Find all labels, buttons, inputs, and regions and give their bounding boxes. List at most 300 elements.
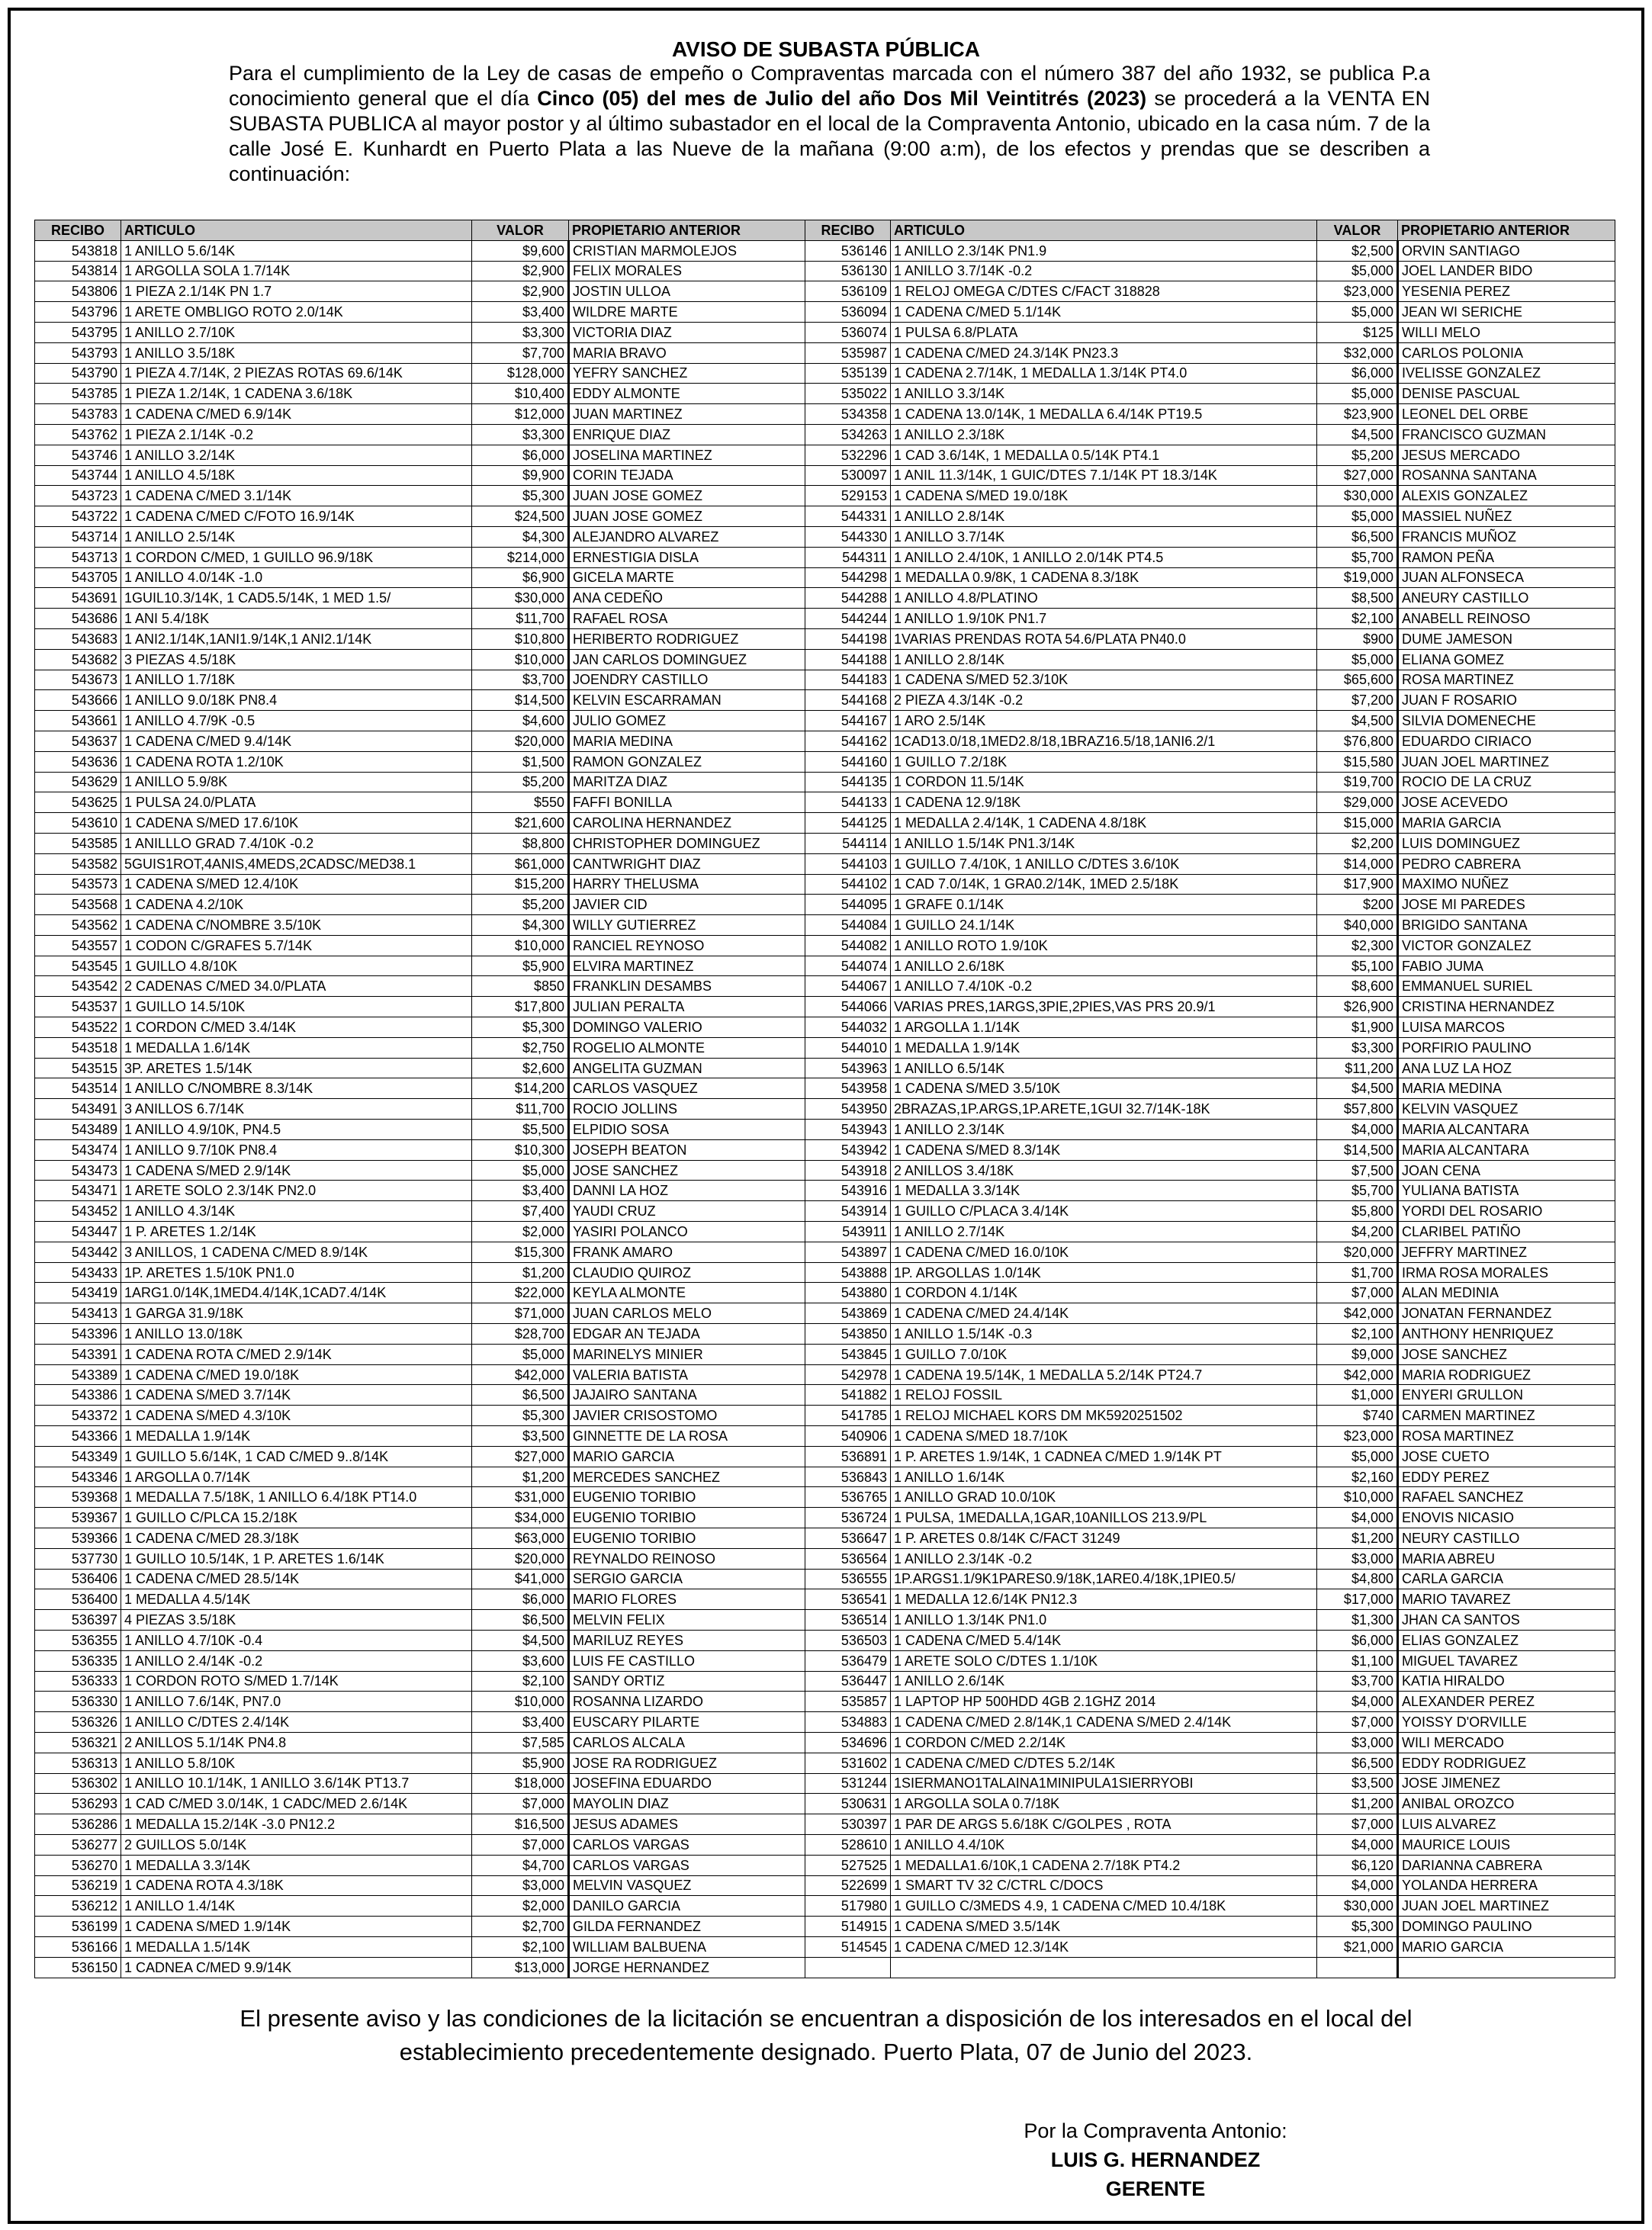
articulo-cell: 1 CADENA S/MED 3.7/14K (121, 1385, 472, 1406)
propietario-cell: JOENDRY CASTILLO (569, 670, 805, 690)
valor-cell: $10,000 (472, 935, 569, 956)
valor-cell: $200 (1317, 895, 1398, 915)
articulo-cell: 1 ANILLO 2.6/18K (891, 956, 1317, 976)
recibo-cell: 543691 (35, 588, 121, 609)
table-row (35, 670, 1615, 690)
recibo-cell (805, 1957, 891, 1978)
articulo-cell: 1 MEDALLA1.6/10K,1 CADENA 2.7/18K PT4.2 (891, 1855, 1317, 1875)
recibo-cell: 543419 (35, 1283, 121, 1303)
articulo-cell: 1 PIEZA 4.7/14K, 2 PIEZAS ROTAS 69.6/14K (121, 363, 472, 384)
propietario-cell: ANABELL REINOSO (1398, 609, 1615, 629)
valor-cell: $19,700 (1317, 772, 1398, 792)
table-row (35, 1160, 1615, 1181)
recibo-cell: 543914 (805, 1201, 891, 1222)
recibo-cell: 543625 (35, 792, 121, 813)
valor-cell: $34,000 (472, 1508, 569, 1528)
propietario-cell: EDUARDO CIRIACO (1398, 731, 1615, 751)
propietario-cell: JESUS ADAMES (569, 1814, 805, 1835)
valor-cell: $5,300 (472, 486, 569, 506)
valor-cell: $32,000 (1317, 342, 1398, 363)
valor-cell: $42,000 (1317, 1303, 1398, 1324)
propietario-cell: FELIX MORALES (569, 261, 805, 281)
propietario-cell: ANA LUZ LA HOZ (1398, 1058, 1615, 1078)
recibo-cell: 543746 (35, 445, 121, 465)
articulo-cell: 1 ANILLO C/DTES 2.4/14K (121, 1712, 472, 1733)
articulo-cell: 1 CORDON 4.1/14K (891, 1283, 1317, 1303)
recibo-cell: 529153 (805, 486, 891, 506)
propietario-cell: ROCIO JOLLINS (569, 1099, 805, 1120)
propietario-cell: CARLOS ALCALA (569, 1732, 805, 1753)
articulo-cell: 1 CADENA 13.0/14K, 1 MEDALLA 6.4/14K PT19.5 (891, 404, 1317, 425)
header-propietario: PROPIETARIO ANTERIOR (1398, 220, 1615, 241)
recibo-cell: 534696 (805, 1732, 891, 1753)
articulo-cell: 1 CADENA ROTA 4.3/18K (121, 1875, 472, 1896)
valor-cell: $42,000 (1317, 1364, 1398, 1385)
valor-cell: $2,300 (1317, 935, 1398, 956)
propietario-cell: MELVIN FELIX (569, 1610, 805, 1631)
articulo-cell: 1 CADENA S/MED 12.4/10K (121, 874, 472, 895)
table-row (35, 1528, 1615, 1549)
articulo-cell: 1 GUILLO C/PLACA 3.4/14K (891, 1201, 1317, 1222)
valor-cell: $11,700 (472, 609, 569, 629)
recibo-cell: 543888 (805, 1262, 891, 1283)
recibo-cell: 543386 (35, 1385, 121, 1406)
valor-cell: $6,900 (472, 567, 569, 588)
articulo-cell: 1 ANILLO 1.7/18K (121, 670, 472, 690)
recibo-cell: 543714 (35, 526, 121, 547)
propietario-cell: CLAUDIO QUIROZ (569, 1262, 805, 1283)
propietario-cell: JAVIER CRISOSTOMO (569, 1406, 805, 1426)
valor-cell: $2,200 (1317, 833, 1398, 853)
recibo-cell: 535022 (805, 384, 891, 404)
propietario-cell: MARIA ABREU (1398, 1548, 1615, 1569)
articulo-cell: 1 LAPTOP HP 500HDD 4GB 2.1GHZ 2014 (891, 1692, 1317, 1712)
table-row (35, 1875, 1615, 1896)
propietario-cell: EDDY ALMONTE (569, 384, 805, 404)
articulo-cell: 1 ANILLO 4.3/14K (121, 1201, 472, 1222)
articulo-cell: 1 SMART TV 32 C/CTRL C/DOCS (891, 1875, 1317, 1896)
propietario-cell: WILLY GUTIERREZ (569, 915, 805, 936)
propietario-cell: MARIA GARCIA (1398, 813, 1615, 834)
articulo-cell: 1 ANILLO 9.7/10K PN8.4 (121, 1139, 472, 1160)
propietario-cell: WILI MERCADO (1398, 1732, 1615, 1753)
valor-cell: $10,000 (1317, 1487, 1398, 1508)
propietario-cell: MARIA ALCANTARA (1398, 1120, 1615, 1140)
recibo-cell: 536503 (805, 1630, 891, 1650)
table-row (35, 1364, 1615, 1385)
valor-cell: $128,000 (472, 363, 569, 384)
propietario-cell: MARIA ALCANTARA (1398, 1139, 1615, 1160)
recibo-cell: 544188 (805, 649, 891, 670)
recibo-cell: 544298 (805, 567, 891, 588)
header-valor: VALOR (472, 220, 569, 241)
valor-cell: $5,000 (1317, 384, 1398, 404)
propietario-cell: JOSE JIMENEZ (1398, 1773, 1615, 1794)
propietario-cell: KEYLA ALMONTE (569, 1283, 805, 1303)
valor-cell: $2,600 (472, 1058, 569, 1078)
recibo-cell: 543682 (35, 649, 121, 670)
valor-cell: $6,000 (1317, 1630, 1398, 1650)
valor-cell: $6,500 (1317, 1753, 1398, 1773)
recibo-cell: 542978 (805, 1364, 891, 1385)
valor-cell: $4,000 (1317, 1120, 1398, 1140)
recibo-cell: 544032 (805, 1017, 891, 1038)
articulo-cell: 1 ANILLO C/NOMBRE 8.3/14K (121, 1078, 472, 1099)
recibo-cell: 536541 (805, 1589, 891, 1610)
propietario-cell: HARRY THELUSMA (569, 874, 805, 895)
articulo-cell: 1 ANILLO 2.8/14K (891, 649, 1317, 670)
valor-cell: $2,000 (472, 1896, 569, 1917)
recibo-cell: 543545 (35, 956, 121, 976)
valor-cell: $3,300 (472, 424, 569, 445)
articulo-cell: 1 ANILLO 4.8/PLATINO (891, 588, 1317, 609)
recibo-cell: 543943 (805, 1120, 891, 1140)
recibo-cell: 543958 (805, 1078, 891, 1099)
articulo-cell: 1SIERMANO1TALAINA1MINIPULA1SIERRYOBI (891, 1773, 1317, 1794)
recibo-cell: 544010 (805, 1037, 891, 1058)
valor-cell: $7,500 (1317, 1160, 1398, 1181)
valor-cell: $10,000 (472, 649, 569, 670)
valor-cell: $7,585 (472, 1732, 569, 1753)
table-row (35, 1630, 1615, 1650)
table-row (35, 1446, 1615, 1467)
table-row (35, 1487, 1615, 1508)
propietario-cell: ALEXIS GONZALEZ (1398, 486, 1615, 506)
propietario-cell: GILDA FERNANDEZ (569, 1917, 805, 1937)
table-row (35, 1037, 1615, 1058)
valor-cell: $4,200 (1317, 1222, 1398, 1242)
propietario-cell: SILVIA DOMENECHE (1398, 711, 1615, 731)
propietario-cell: JOAN CENA (1398, 1160, 1615, 1181)
valor-cell: $20,000 (1317, 1242, 1398, 1262)
articulo-cell: 1 ANILLO 3.3/14K (891, 384, 1317, 404)
propietario-cell: LUISA MARCOS (1398, 1017, 1615, 1038)
propietario-cell: CARLOS VARGAS (569, 1834, 805, 1855)
valor-cell: $15,300 (472, 1242, 569, 1262)
propietario-cell: CARMEN MARTINEZ (1398, 1406, 1615, 1426)
articulo-cell: 1 P. ARETES 1.9/14K, 1 CADNEA C/MED 1.9/14K PT (891, 1446, 1317, 1467)
articulo-cell: 1 ANILLO 1.5/14K PN1.3/14K (891, 833, 1317, 853)
recibo-cell: 544183 (805, 670, 891, 690)
propietario-cell: JHAN CA SANTOS (1398, 1610, 1615, 1631)
valor-cell: $26,900 (1317, 997, 1398, 1017)
propietario-cell: JUAN JOSE GOMEZ (569, 486, 805, 506)
valor-cell: $9,600 (472, 240, 569, 261)
table-row (35, 567, 1615, 588)
recibo-cell: 536313 (35, 1753, 121, 1773)
recibo-cell: 543568 (35, 895, 121, 915)
recibo-cell: 544084 (805, 915, 891, 936)
propietario-cell: ELVIRA MARTINEZ (569, 956, 805, 976)
propietario-cell: YULIANA BATISTA (1398, 1181, 1615, 1201)
articulo-cell: 1 MEDALLA 3.3/14K (891, 1181, 1317, 1201)
articulo-cell: 1 GUILLO 7.4/10K, 1 ANILLO C/DTES 3.6/10K (891, 853, 1317, 874)
valor-cell: $21,000 (1317, 1936, 1398, 1957)
valor-cell: $2,900 (472, 281, 569, 302)
valor-cell: $18,000 (472, 1773, 569, 1794)
table-row (35, 997, 1615, 1017)
intro-text-2: se procederá a la VENTA EN SUBASTA PUBLICA al mayor postor y al último subastador en el local de la Compraventa Antonio, ubicado en la casa núm. 7 de la calle José E. Kunhardt en Puerto Plata a las Nueve de la mañana (9:00 a:m), de los efectos y prendas que se describen a continuación: (229, 87, 1430, 185)
valor-cell: $2,160 (1317, 1467, 1398, 1487)
recibo-cell: 536447 (805, 1671, 891, 1692)
table-row (35, 1201, 1615, 1222)
recibo-cell: 528610 (805, 1834, 891, 1855)
recibo-cell: 544198 (805, 628, 891, 649)
propietario-cell: ANTHONY HENRIQUEZ (1398, 1324, 1615, 1345)
recibo-cell: 543637 (35, 731, 121, 751)
recibo-cell: 543413 (35, 1303, 121, 1324)
propietario-cell: JOSE RA RODRIGUEZ (569, 1753, 805, 1773)
recibo-cell: 543785 (35, 384, 121, 404)
propietario-cell: KATIA HIRALDO (1398, 1671, 1615, 1692)
recibo-cell: 543806 (35, 281, 121, 302)
valor-cell: $71,000 (472, 1303, 569, 1324)
table-row (35, 915, 1615, 936)
articulo-cell: 1 GUILLO 7.0/10K (891, 1344, 1317, 1364)
recibo-cell: 544067 (805, 976, 891, 997)
articulo-cell: 5GUIS1ROT,4ANIS,4MEDS,2CADSC/MED38.1 (121, 853, 472, 874)
propietario-cell: ROSA MARTINEZ (1398, 670, 1615, 690)
valor-cell: $4,500 (1317, 1078, 1398, 1099)
articulo-cell: 1 CADENA C/MED 16.0/10K (891, 1242, 1317, 1262)
table-row (35, 1834, 1615, 1855)
valor-cell: $13,000 (472, 1957, 569, 1978)
articulo-cell: 1 ANILLO 3.5/18K (121, 342, 472, 363)
articulo-cell: 3 PIEZAS 4.5/18K (121, 649, 472, 670)
recibo-cell: 536843 (805, 1467, 891, 1487)
valor-cell: $30,000 (1317, 486, 1398, 506)
articulo-cell: 1 ANILLO 4.9/10K, PN4.5 (121, 1120, 472, 1140)
recibo-cell: 531244 (805, 1773, 891, 1794)
valor-cell: $41,000 (472, 1569, 569, 1589)
recibo-cell: 543963 (805, 1058, 891, 1078)
table-row (35, 813, 1615, 834)
valor-cell: $5,200 (472, 772, 569, 792)
propietario-cell: ALEXANDER PEREZ (1398, 1692, 1615, 1712)
propietario-cell: CARLOS VASQUEZ (569, 1078, 805, 1099)
articulo-cell: 1 P. ARETES 0.8/14K C/FACT 31249 (891, 1528, 1317, 1549)
table-row (35, 506, 1615, 527)
articulo-cell: 1 PIEZA 2.1/14K PN 1.7 (121, 281, 472, 302)
valor-cell: $4,000 (1317, 1692, 1398, 1712)
recibo-cell: 536146 (805, 240, 891, 261)
valor-cell: $3,300 (1317, 1037, 1398, 1058)
propietario-cell: VICTORIA DIAZ (569, 322, 805, 342)
table-row (35, 322, 1615, 342)
recibo-cell: 543869 (805, 1303, 891, 1324)
valor-cell: $17,800 (472, 997, 569, 1017)
recibo-cell: 536406 (35, 1569, 121, 1589)
articulo-cell: 1 CAD 3.6/14K, 1 MEDALLA 0.5/14K PT4.1 (891, 445, 1317, 465)
valor-cell: $7,000 (472, 1794, 569, 1814)
recibo-cell: 536074 (805, 322, 891, 342)
recibo-cell: 543629 (35, 772, 121, 792)
valor-cell: $5,000 (1317, 1446, 1398, 1467)
table-row (35, 302, 1615, 323)
articulo-cell: 1 PULSA 6.8/PLATA (891, 322, 1317, 342)
propietario-cell: EMMANUEL SURIEL (1398, 976, 1615, 997)
articulo-cell: 1 CADENA S/MED 3.5/14K (891, 1917, 1317, 1937)
valor-cell: $2,500 (1317, 240, 1398, 261)
valor-cell: $4,000 (1317, 1508, 1398, 1528)
propietario-cell: RANCIEL REYNOSO (569, 935, 805, 956)
articulo-cell: 1 CADENA C/NOMBRE 3.5/10K (121, 915, 472, 936)
recibo-cell: 543942 (805, 1139, 891, 1160)
valor-cell: $10,400 (472, 384, 569, 404)
propietario-cell: ENOVIS NICASIO (1398, 1508, 1615, 1528)
valor-cell: $5,700 (1317, 1181, 1398, 1201)
valor-cell: $5,000 (1317, 261, 1398, 281)
propietario-cell: WILLI MELO (1398, 322, 1615, 342)
valor-cell: $22,000 (472, 1283, 569, 1303)
articulo-cell: 2 ANILLOS 3.4/18K (891, 1160, 1317, 1181)
recibo-cell: 536355 (35, 1630, 121, 1650)
recibo-cell: 544311 (805, 547, 891, 567)
valor-cell: $42,000 (472, 1364, 569, 1385)
propietario-cell: DENISE PASCUAL (1398, 384, 1615, 404)
articulo-cell: 1 MEDALLA 0.9/8K, 1 CADENA 8.3/18K (891, 567, 1317, 588)
notice-title: AVISO DE SUBASTA PÚBLICA (672, 37, 980, 61)
propietario-cell: CANTWRIGHT DIAZ (569, 853, 805, 874)
propietario-cell: REYNALDO REINOSO (569, 1548, 805, 1569)
valor-cell: $11,200 (1317, 1058, 1398, 1078)
recibo-cell: 543950 (805, 1099, 891, 1120)
propietario-cell: YESENIA PEREZ (1398, 281, 1615, 302)
recibo-cell: 536400 (35, 1589, 121, 1610)
table-row (35, 445, 1615, 465)
valor-cell: $6,000 (1317, 363, 1398, 384)
recibo-cell: 543673 (35, 670, 121, 690)
articulo-cell: 1 CORDON C/MED 3.4/14K (121, 1017, 472, 1038)
valor-cell: $740 (1317, 1406, 1398, 1426)
propietario-cell: YORDI DEL ROSARIO (1398, 1201, 1615, 1222)
articulo-cell: 1 ANILLO 5.9/8K (121, 772, 472, 792)
valor-cell: $2,900 (472, 261, 569, 281)
articulo-cell: 1 GUILLO 7.2/18K (891, 751, 1317, 772)
notice-footer: El presente aviso y las condiciones de la licitación se encuentran a disposición de los interesados en el local del establecimiento precedentemente designado. Puerto Plata, 07 de Junio del 2023. (239, 2005, 1413, 2065)
valor-cell: $8,600 (1317, 976, 1398, 997)
table-row (35, 342, 1615, 363)
propietario-cell: ANIBAL OROZCO (1398, 1794, 1615, 1814)
articulo-cell: 1 CADENA S/MED 17.6/10K (121, 813, 472, 834)
propietario-cell: JOSE CUETO (1398, 1446, 1615, 1467)
recibo-cell: 544331 (805, 506, 891, 527)
articulo-cell: 1 GUILLO 10.5/14K, 1 P. ARETES 1.6/14K (121, 1548, 472, 1569)
table-row (35, 1017, 1615, 1038)
recibo-cell: 543346 (35, 1467, 121, 1487)
articulo-cell: 1 CADENA C/MED 5.1/14K (891, 302, 1317, 323)
table-row (35, 384, 1615, 404)
propietario-cell: RAFAEL SANCHEZ (1398, 1487, 1615, 1508)
recibo-cell: 536891 (805, 1446, 891, 1467)
propietario-cell: WILDRE MARTE (569, 302, 805, 323)
valor-cell: $1,200 (472, 1262, 569, 1283)
propietario-cell: EDDY RODRIGUEZ (1398, 1753, 1615, 1773)
valor-cell: $5,000 (1317, 506, 1398, 527)
table-row (35, 1671, 1615, 1692)
recibo-cell: 544244 (805, 609, 891, 629)
recibo-cell: 544066 (805, 997, 891, 1017)
recibo-cell: 543514 (35, 1078, 121, 1099)
articulo-cell: 1 ANILLO GRAD 10.0/10K (891, 1487, 1317, 1508)
valor-cell: $850 (472, 976, 569, 997)
table-row (35, 853, 1615, 874)
table-row (35, 874, 1615, 895)
recibo-cell: 536094 (805, 302, 891, 323)
intro-auction-date: Cinco (05) del mes de Julio del año Dos Mil Veintitrés (2023) (537, 87, 1147, 110)
table-row (35, 1548, 1615, 1569)
articulo-cell: 1 CORDON C/MED, 1 GUILLO 96.9/18K (121, 547, 472, 567)
articulo-cell: 1 MEDALLA 1.9/14K (891, 1037, 1317, 1058)
recibo-cell: 535987 (805, 342, 891, 363)
valor-cell: $5,100 (1317, 956, 1398, 976)
articulo-cell: 1 MEDALLA 12.6/14K PN12.3 (891, 1589, 1317, 1610)
propietario-cell: DOMINGO VALERIO (569, 1017, 805, 1038)
valor-cell: $3,000 (1317, 1732, 1398, 1753)
table-row (35, 1303, 1615, 1324)
articulo-cell: 1 CORDON ROTO S/MED 1.7/14K (121, 1671, 472, 1692)
recibo-cell: 536109 (805, 281, 891, 302)
articulo-cell: 1 ANILLO 5.6/14K (121, 240, 472, 261)
valor-cell: $17,000 (1317, 1589, 1398, 1610)
valor-cell: $5,900 (472, 956, 569, 976)
table-row (35, 1508, 1615, 1528)
recibo-cell: 544095 (805, 895, 891, 915)
valor-cell: $3,700 (472, 670, 569, 690)
table-row (35, 240, 1615, 261)
propietario-cell: ANA CEDEÑO (569, 588, 805, 609)
propietario-cell: JULIAN PERALTA (569, 997, 805, 1017)
recibo-cell: 536555 (805, 1569, 891, 1589)
articulo-cell: 1 ANILLO ROTO 1.9/10K (891, 935, 1317, 956)
valor-cell: $4,000 (1317, 1875, 1398, 1896)
recibo-cell: 543366 (35, 1426, 121, 1447)
articulo-cell: 1 CADENA ROTA 1.2/10K (121, 751, 472, 772)
propietario-cell: ENYERI GRULLON (1398, 1385, 1615, 1406)
articulo-cell: 1 PULSA, 1MEDALLA,1GAR,10ANILLOS 213.9/PL (891, 1508, 1317, 1528)
table-row (35, 1896, 1615, 1917)
articulo-cell: 1 ARETE SOLO C/DTES 1.1/10K (891, 1650, 1317, 1671)
recibo-cell: 543433 (35, 1262, 121, 1283)
valor-cell: $40,000 (1317, 915, 1398, 936)
articulo-cell: 1 GUILLO C/PLCA 15.2/18K (121, 1508, 472, 1528)
valor-cell: $5,000 (1317, 649, 1398, 670)
propietario-cell: RAMON GONZALEZ (569, 751, 805, 772)
valor-cell: $214,000 (472, 547, 569, 567)
recibo-cell: 543471 (35, 1181, 121, 1201)
recibo-cell: 544288 (805, 588, 891, 609)
propietario-cell: JUAN ALFONSECA (1398, 567, 1615, 588)
recibo-cell: 543880 (805, 1283, 891, 1303)
propietario-cell: JESUS MERCADO (1398, 445, 1615, 465)
valor-cell: $12,000 (472, 404, 569, 425)
articulo-cell: 1 MEDALLA 1.9/14K (121, 1426, 472, 1447)
articulo-cell: 1 CADENA C/MED 24.4/14K (891, 1303, 1317, 1324)
propietario-cell: EDGAR AN TEJADA (569, 1324, 805, 1345)
propietario-cell (1398, 1957, 1615, 1978)
recibo-cell: 536277 (35, 1834, 121, 1855)
table-row (35, 956, 1615, 976)
articulo-cell: 1 ANILLO 7.4/10K -0.2 (891, 976, 1317, 997)
valor-cell: $7,000 (472, 1834, 569, 1855)
propietario-cell: LUIS FE CASTILLO (569, 1650, 805, 1671)
valor-cell: $4,300 (472, 526, 569, 547)
table-row (35, 1262, 1615, 1283)
valor-cell: $63,000 (472, 1528, 569, 1549)
signature-role: GERENTE (1105, 2177, 1206, 2200)
articulo-cell: 4 PIEZAS 3.5/18K (121, 1610, 472, 1631)
valor-cell: $28,700 (472, 1324, 569, 1345)
